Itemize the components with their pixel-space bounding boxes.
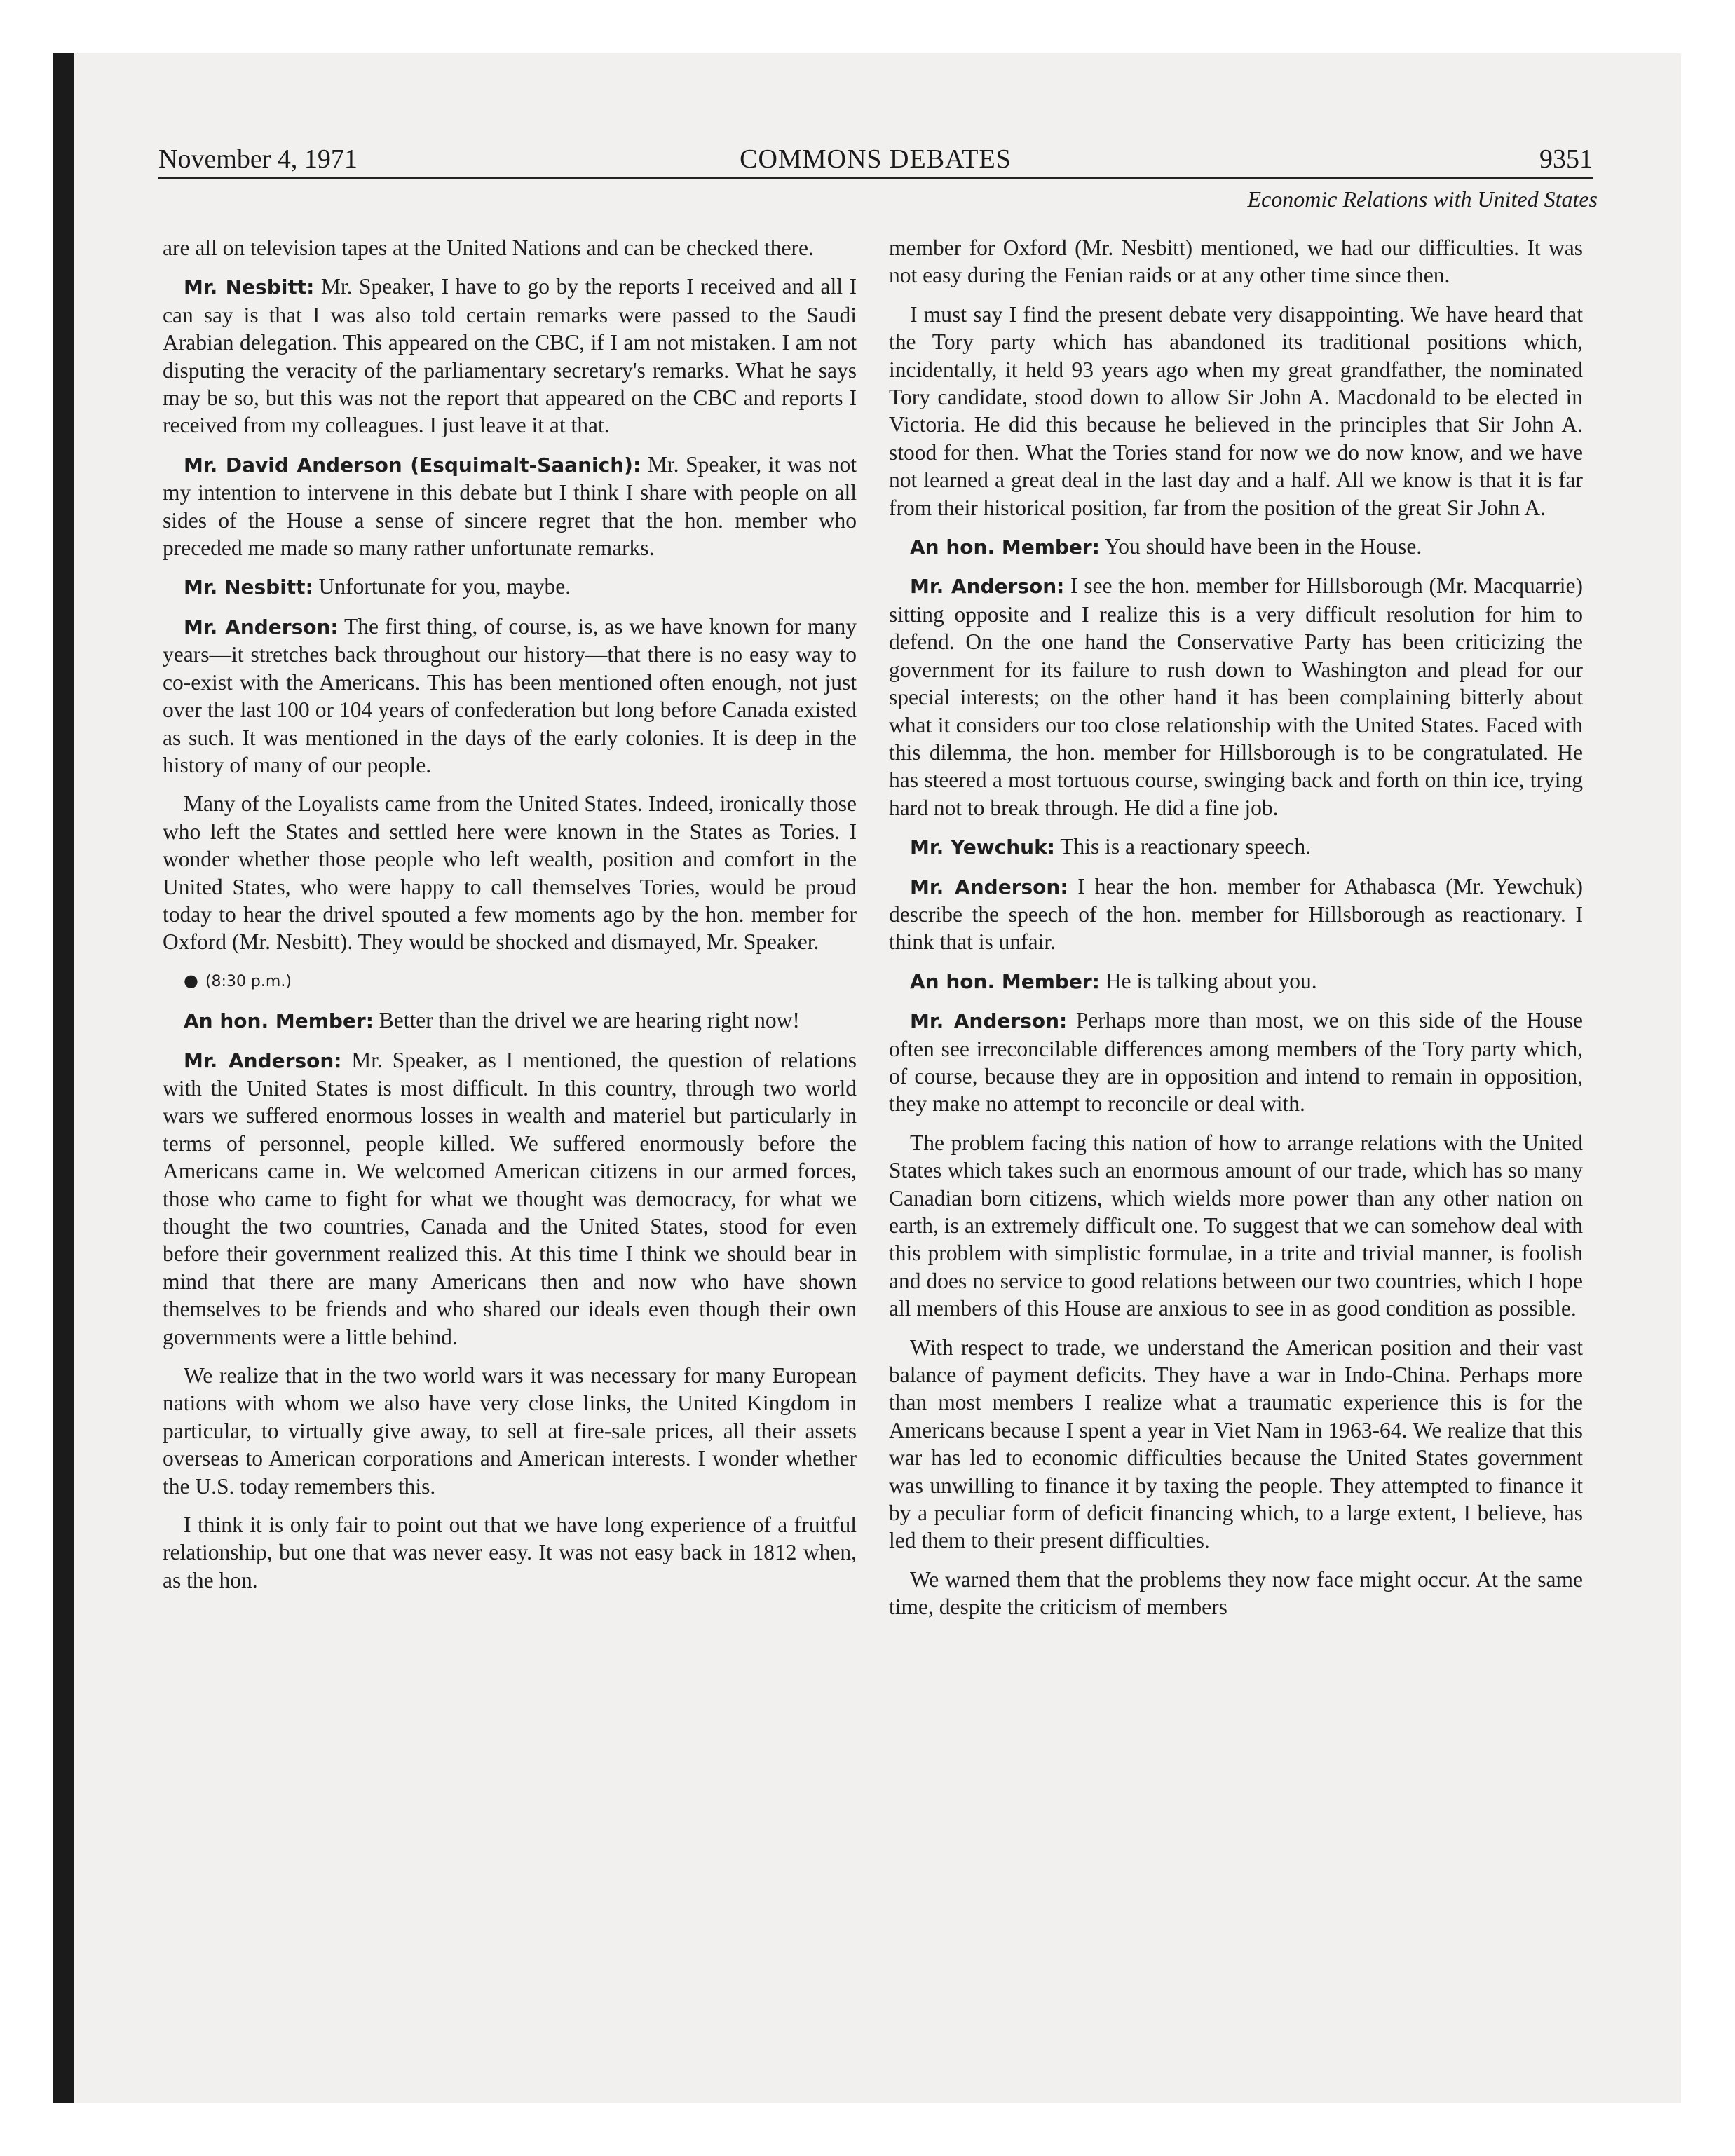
paragraph: [889, 873, 1583, 956]
paragraph: [163, 1046, 857, 1351]
speaker-name: An hon. Member:: [910, 969, 1100, 993]
speech-text: Mr. Speaker, I have to go by the reports I received and all I can say is that I was also told certain remarks were passed to the Saudi Arabian delegation. This appeared on the CBC, if I am not mistaken. I am not disputing the veracity of the parliamentary secretary's remarks. What he says may be so, but this was not the report that appeared on the CBC and reports I received from my colleagues. I just leave it at that.: [163, 274, 857, 438]
paragraph: [163, 573, 857, 601]
paragraph: [889, 833, 1583, 861]
speaker-name: Mr. Nesbitt:: [184, 275, 315, 299]
speech-text: Mr. Speaker, it was not my intention to intervene in this debate but I think I share with people on all sides of the House a sense of sincere regret that the hon. member who preceded me made so many rather unfortunate remarks.: [163, 451, 857, 561]
speech-text: You should have been in the House.: [1104, 534, 1422, 559]
left-column: [163, 234, 857, 1605]
paragraph: The problem facing this nation of how to arrange relations with the United States which takes such an enormous amount of our trade, which has so many Canadian born citizens, which wields more power than any other nation on earth, is an extremely difficult one. To suggest that we can somehow deal with this problem with simplistic formulae, in a trite and trivial manner, is foolish and does no service to good relations between our two countries, which I hope all members of this House are anxious to see in as good condition as possible.: [889, 1130, 1583, 1321]
paragraph: Many of the Loyalists came from the United States. Indeed, ironically those who left the States and settled here were known in the States as Tories. I wonder whether those people who left wealth, position and comfort in the United States, who were happy to call themselves Tories, would be proud today to hear the drivel spouted a few moments ago by the hon. member for Oxford (Mr. Nesbitt). They would be shocked and dismayed, Mr. Speaker.: [163, 791, 857, 955]
bullet-icon: ●: [184, 970, 198, 990]
speech-text: Perhaps more than most, we on this side of the House often see irreconcilable differences among members of the Tory party which, of course, because they are in opposition and intend to remain in opposition, they make no attempt to reconcile or deal with.: [889, 1008, 1584, 1117]
paragraph: [163, 451, 857, 562]
paragraph: We realize that in the two world wars it was necessary for many European nations with whom we also have very close links, the United Kingdom in particular, to virtually give away, to sell at fire-sale prices, all their assets overseas to American corporations and American interests. I wonder whether the U.S. today remembers this.: [163, 1363, 857, 1499]
paragraph: [889, 533, 1583, 561]
paragraph: are all on television tapes at the United Nations and can be checked there.: [163, 236, 814, 260]
speaker-name: Mr. Anderson:: [910, 575, 1065, 599]
paragraph: [163, 273, 857, 439]
section-title: Economic Relations with United States: [1247, 186, 1598, 212]
page-number: 9351: [1539, 144, 1593, 174]
speaker-name: An hon. Member:: [184, 1009, 374, 1033]
binding-edge: [53, 53, 74, 2103]
paragraph: member for Oxford (Mr. Nesbitt) mentioned, we had our difficulties. It was not easy during the Fenian raids or at any other time since then.: [889, 236, 1583, 288]
paragraph: [889, 967, 1583, 995]
speaker-name: An hon. Member:: [910, 535, 1100, 559]
speech-text: Mr. Speaker, as I mentioned, the question of relations with the United States is most difficult. In this country, through two world wars we suffered enormous losses in wealth and materiel but particularly in terms of personnel, people killed. We suffered enormously before the Americans came in. We welcomed American citizens in our armed forces, those who came to fight for what we thought was democracy, for what we thought the two countries, Canada and the United States, stood for even before their government realized this. At this time I think we should bear in mind that there are many Americans then and now who have shown themselves to be friends and who shared our ideals even though their own governments were a little behind.: [163, 1047, 857, 1349]
paragraph: [163, 1007, 857, 1035]
header-date: November 4, 1971: [158, 144, 358, 174]
speaker-name: Mr. Anderson:: [910, 875, 1068, 899]
timestamp: [163, 967, 857, 995]
paragraph: [889, 572, 1583, 821]
right-column: [889, 234, 1583, 1632]
header-title: COMMONS DEBATES: [740, 144, 1012, 174]
paragraph: With respect to trade, we understand the American position and their vast balance of payment deficits. They have a war in Indo-China. Perhaps more than most members I realize what a traumatic experience this is for the Americans because I spent a year in Viet Nam in 1963-64. We realize that this war has led to economic difficulties because the United States government was unwilling to finance it by taxing the people. They attempted to finance it by a peculiar form of deficit financing which, to a large extent, I believe, has led them to their present difficulties.: [889, 1335, 1583, 1553]
speech-text: Unfortunate for you, maybe.: [318, 574, 571, 599]
speech-text: The first thing, of course, is, as we have known for many years—it stretches back throughout our history—that there is no easy way to co-exist with the Americans. This has been mentioned often enough, not just over the last 100 or 104 years of confederation but long before Canada existed as such. It was mentioned in the days of the early colonies. It is deep in the history of many of our people.: [163, 613, 857, 777]
running-header: [158, 142, 1593, 179]
speaker-name: Mr. David Anderson (Esquimalt-Saanich):: [184, 453, 641, 477]
paragraph: I think it is only fair to point out that we have long experience of a fruitful relationship, but one that was never easy. It was not easy back in 1812 when, as the hon.: [163, 1513, 857, 1592]
paragraph: We warned them that the problems they now face might occur. At the same time, despite the criticism of members: [889, 1567, 1583, 1620]
speaker-name: Mr. Anderson:: [184, 1049, 342, 1072]
speaker-name: Mr. Nesbitt:: [184, 575, 313, 599]
speech-text: I see the hon. member for Hillsborough (Mr. Macquarrie) sitting opposite and I realize this is a very difficult resolution for him to defend. On the one hand the Conservative Party has been criticizing the government for its failure to rush down to Washington and plead for our special interests; on the other hand it has been complaining bitterly about what it considers our too close relationship with the United States. Faced with this dilemma, the hon. member for Hillsborough is to be congratulated. He has steered a most tortuous course, swinging back and forth on thin ice, trying hard not to break through. He did a fine job.: [889, 573, 1583, 820]
speech-text: He is talking about you.: [1105, 968, 1317, 993]
speech-text: I hear the hon. member for Athabasca (Mr. Yewchuk) describe the speech of the hon. member for Hillsborough as reactionary. I think that is unfair.: [889, 873, 1584, 955]
speech-text: Better than the drivel we are hearing right now!: [379, 1008, 800, 1033]
paragraph: [889, 1007, 1583, 1118]
speech-text: This is a reactionary speech.: [1060, 834, 1311, 859]
speaker-name: Mr. Anderson:: [184, 615, 339, 639]
speaker-name: Mr. Anderson:: [910, 1009, 1068, 1033]
paragraph: I must say I find the present debate very disappointing. We have heard that the Tory party which has abandoned its traditional positions which, incidentally, it held 93 years ago when my great grandfather, the nominated Tory candidate, stood down to allow Sir John A. Macdonald to be elected in Victoria. He did this because he believed in the principles that Sir John A. stood for then. What the Tories stand for now we do now know, and we have not learned a great deal in the last day and a half. All we know is that it is far from their historical position, far from the position of the great Sir John A.: [889, 301, 1583, 520]
speaker-name: Mr. Yewchuk:: [910, 835, 1055, 859]
timestamp-text: (8:30 p.m.): [205, 972, 292, 990]
paragraph: [163, 613, 857, 779]
